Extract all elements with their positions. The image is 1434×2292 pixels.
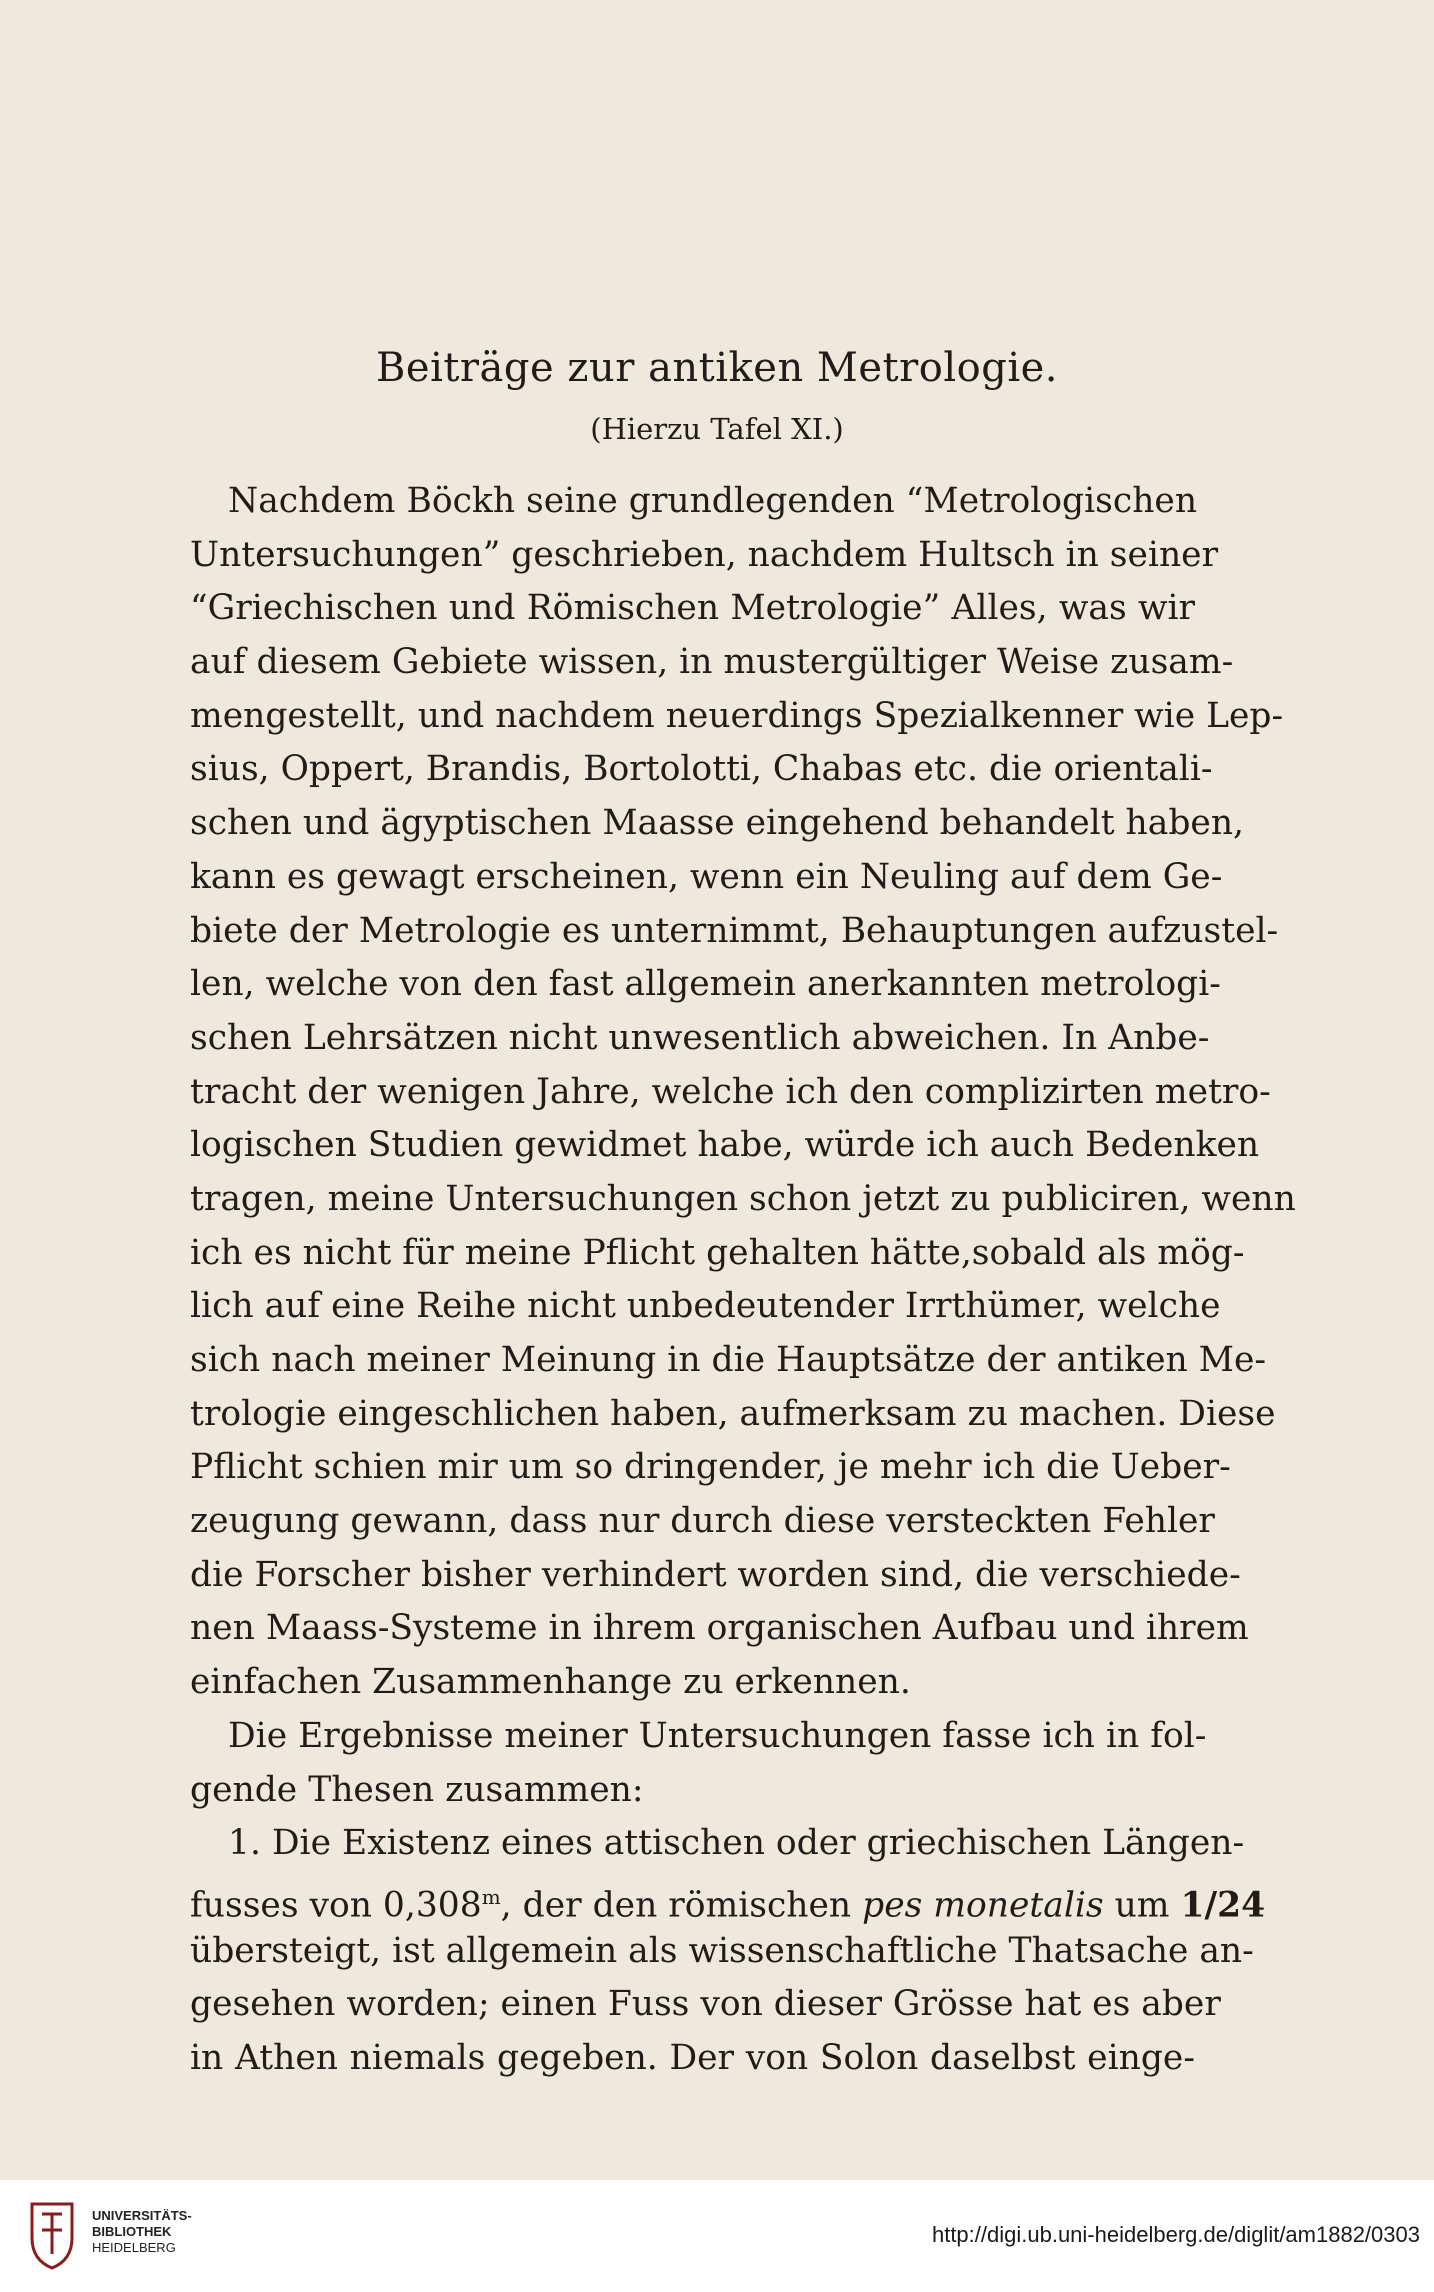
footer-bar [0, 2180, 1434, 2292]
text-line: biete der Metrologie es unternimmt, Behauptungen aufzustel- [190, 910, 1279, 951]
text-line: in Athen niemals gegeben. Der von Solon daselbst einge- [190, 2037, 1195, 2078]
body-text [190, 475, 1296, 2086]
text-line: lich auf eine Reihe nicht unbedeutender Irrthümer, welche [190, 1286, 1221, 1327]
text-line: zeugung gewann, dass nur durch diese versteckten Fehler [190, 1501, 1215, 1542]
logo-line: BIBLIOTHEK [92, 2224, 172, 2239]
text-line: Die Ergebnisse meiner Untersuchungen fasse ich in fol- [228, 1715, 1207, 1756]
text-line: Untersuchungen” geschrieben, nachdem Hultsch in seiner [190, 534, 1219, 575]
text-line: auf diesem Gebiete wissen, in mustergültiger Weise zusam- [190, 642, 1234, 683]
meter-superscript: m [481, 1884, 501, 1909]
text-line: ich es nicht für meine Pflicht gehalten hätte,sobald als mög- [190, 1232, 1245, 1273]
text-line: “Griechischen und Römischen Metrologie” Alles, was wir [190, 588, 1195, 629]
text-line: trologie eingeschlichen haben, aufmerksam zu machen. Diese [190, 1393, 1276, 1434]
text-line: schen Lehrsätzen nicht unwesentlich abweichen. In Anbe- [190, 1017, 1210, 1058]
logo-line: HEIDELBERG [92, 2240, 176, 2255]
text-line: gesehen worden; einen Fuss von dieser Grösse hat es aber [190, 1984, 1221, 2025]
text-line: nen Maass-Systeme in ihrem organischen Aufbau und ihrem [190, 1608, 1249, 1649]
text-line: schen und ägyptischen Maasse eingehend behandelt haben, [190, 803, 1245, 844]
article-subtitle: (Hierzu Tafel XI.) [590, 412, 844, 446]
text-line: die Forscher bisher verhindert worden sind, die verschiede- [190, 1554, 1241, 1595]
article-title: Beiträge zur antiken Metrologie. [376, 345, 1058, 391]
text-line: logischen Studien gewidmet habe, würde ich auch Bedenken [190, 1125, 1260, 1166]
text-line: tracht der wenigen Jahre, welche ich den complizirten metro- [190, 1071, 1271, 1112]
text-line: len, welche von den fast allgemein anerkannten metrologi- [190, 964, 1221, 1005]
text-line: kann es gewagt erscheinen, wenn ein Neuling auf dem Ge- [190, 856, 1223, 897]
text-line [190, 1871, 1266, 1926]
italic-term: pes monetalis [862, 1885, 1104, 1926]
text-line: einfachen Zusammenhange zu erkennen. [190, 1662, 911, 1703]
text-line: Pflicht schien mir um so dringender, je mehr ich die Ueber- [190, 1447, 1231, 1488]
text-line: mengestellt, und nachdem neuerdings Spezialkenner wie Lep- [190, 695, 1284, 736]
text-line: Nachdem Böckh seine grundlegenden “Metrologischen [228, 481, 1198, 521]
text-fragment: um [1103, 1885, 1181, 1926]
text-fragment: , der den römischen [500, 1885, 863, 1926]
text-line: übersteigt, ist allgemein als wissenschaftliche Thatsache an- [190, 1930, 1254, 1971]
show-through-text [190, 140, 1200, 500]
logo-line: UNIVERSITÄTS- [92, 2208, 192, 2223]
library-name [92, 2208, 192, 2256]
library-logo-icon [24, 2198, 80, 2274]
text-line: 1. Die Existenz eines attischen oder griechischen Längen- [228, 1823, 1245, 1864]
source-url-link[interactable]: http://digi.ub.uni-heidelberg.de/diglit/am1882/0303 [931, 2222, 1420, 2247]
text-line: sius, Oppert, Brandis, Bortolotti, Chabas etc. die orientali- [190, 749, 1213, 790]
fraction: 1/24 [1180, 1885, 1266, 1926]
text-line: tragen, meine Untersuchungen schon jetzt zu publiciren, wenn [190, 1178, 1296, 1219]
text-fragment: fusses von 0,308 [190, 1885, 482, 1926]
text-line: sich nach meiner Meinung in die Hauptsätze der antiken Me- [190, 1340, 1267, 1380]
text-line: gende Thesen zusammen: [190, 1769, 644, 1810]
